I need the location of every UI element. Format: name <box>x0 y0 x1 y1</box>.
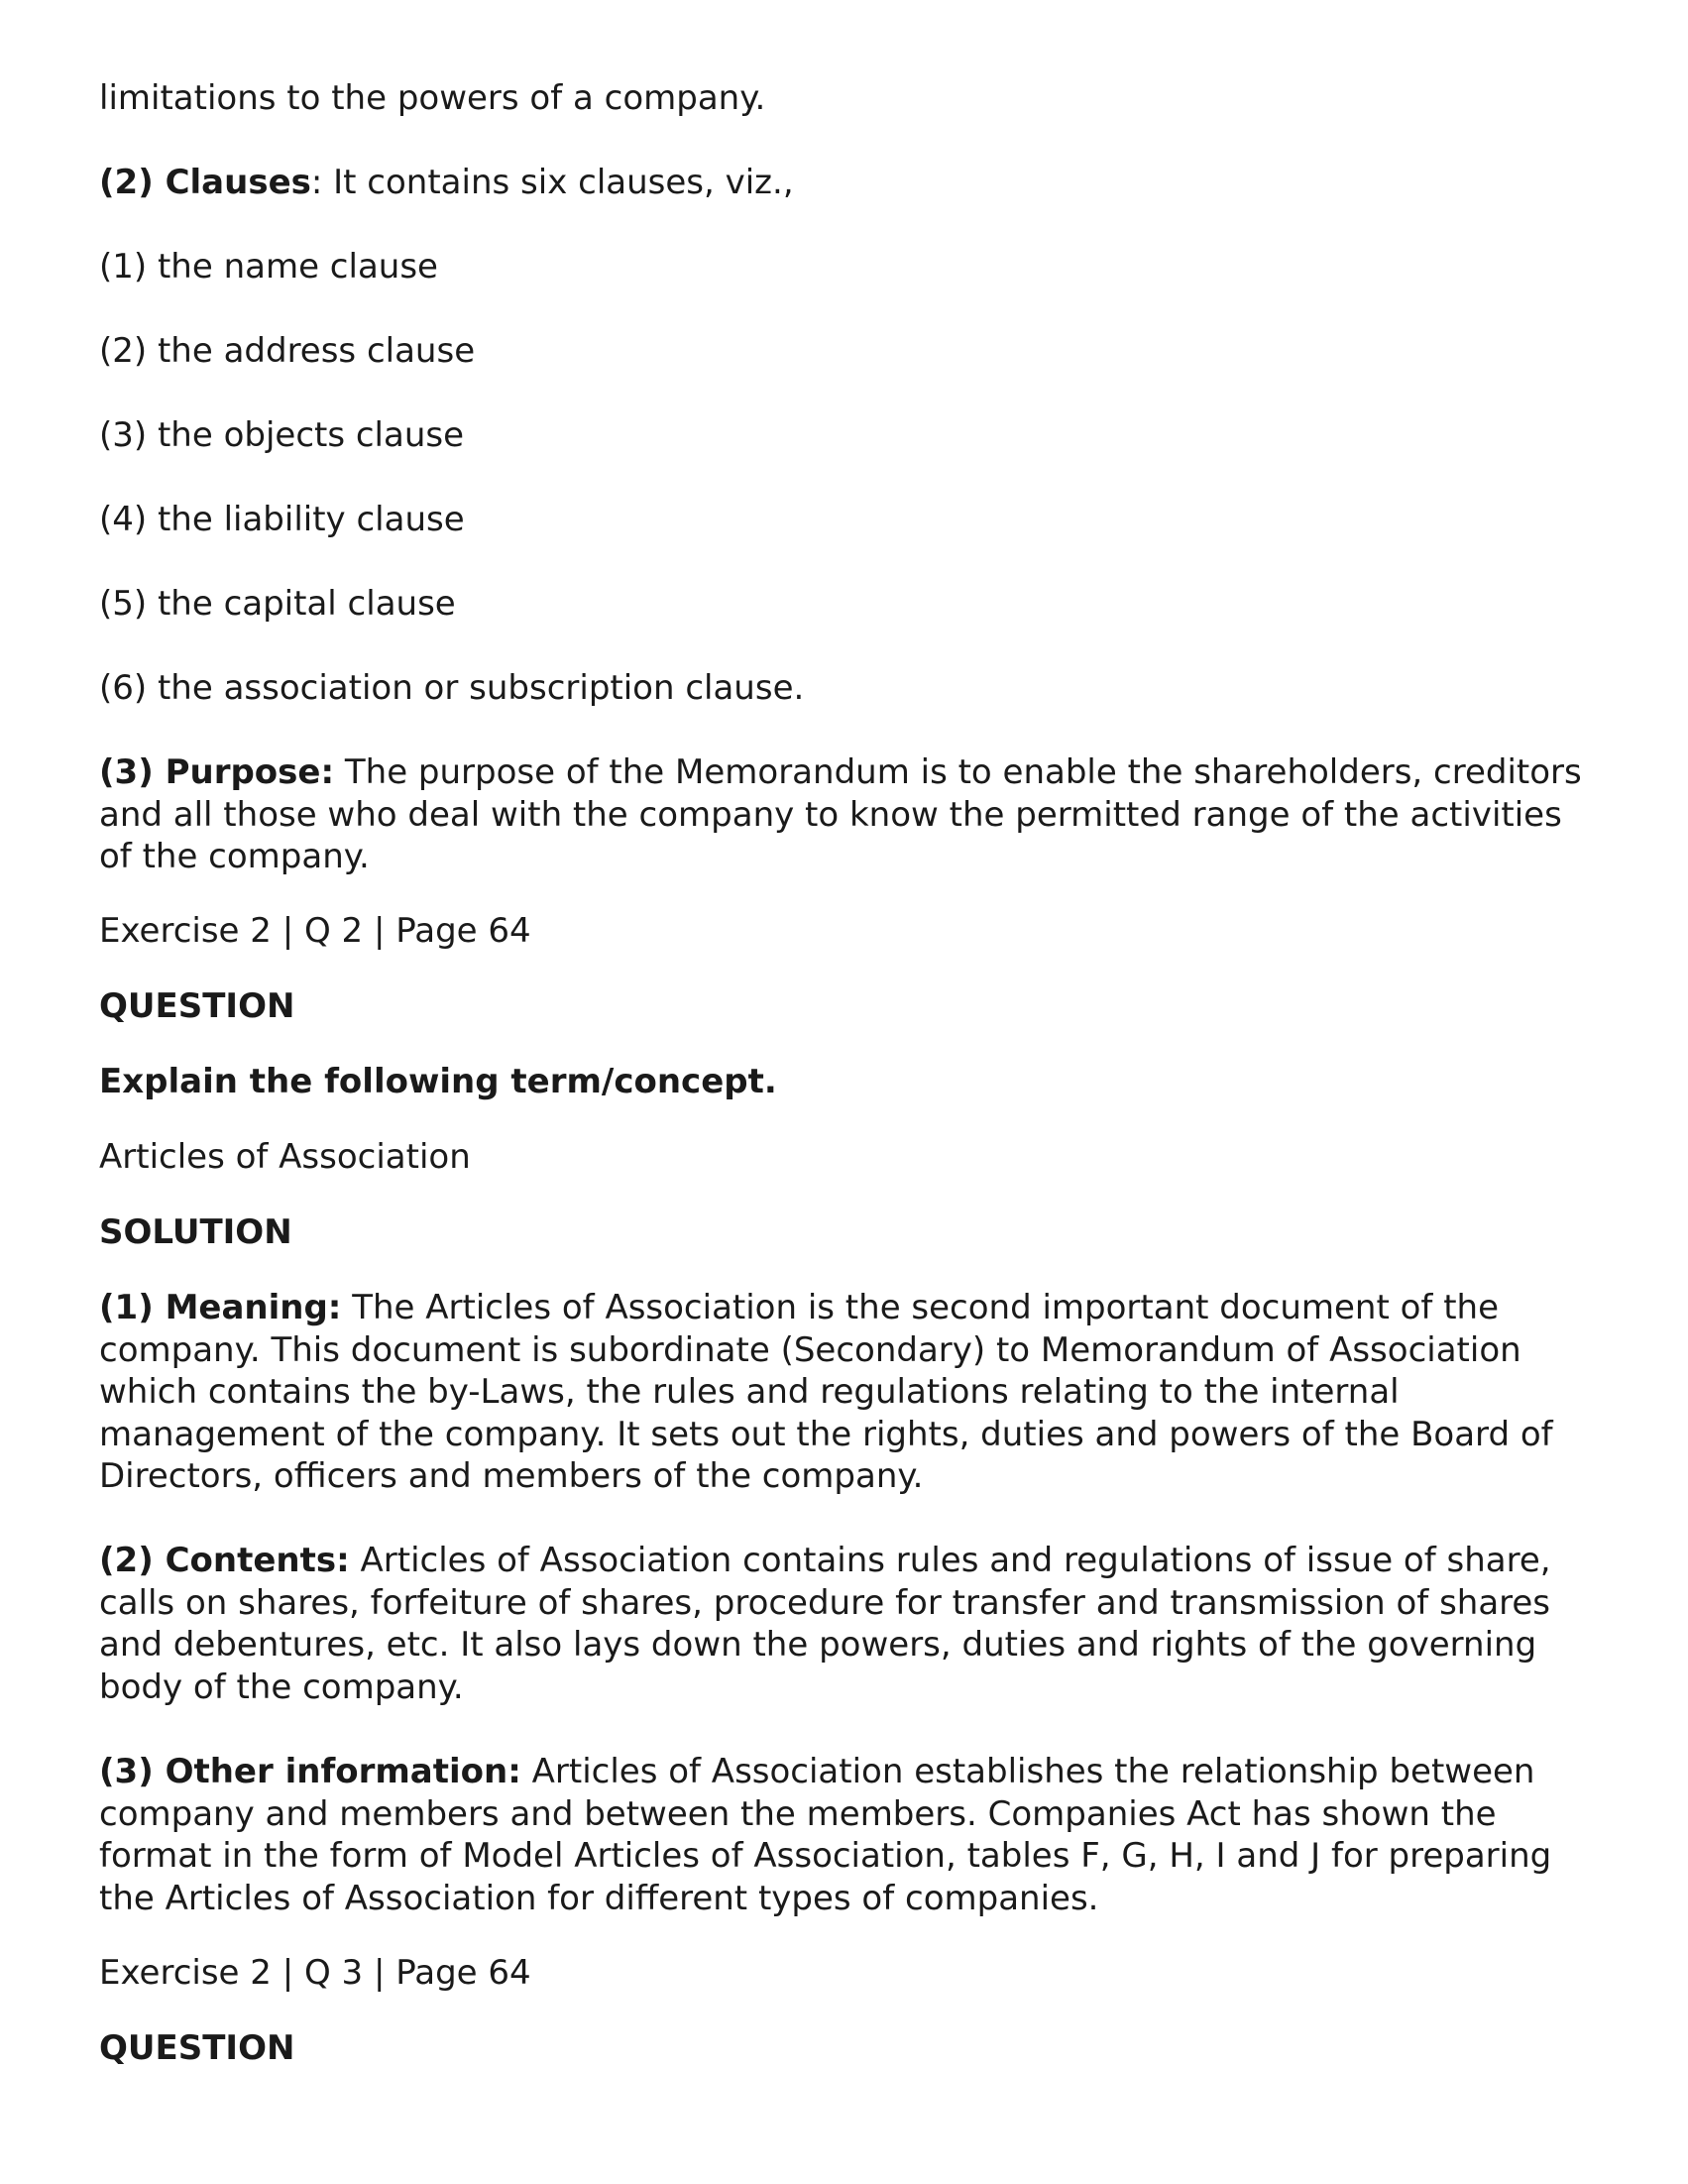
question-heading-q2: QUESTION <box>99 986 295 1026</box>
meaning-text: The Articles of Association is the second important document of the company. This document is subordinate (Secondary) to Memorandum of Association which contains the by-Laws, the rules and regulations relating to the internal management of the company. It sets out the rights, duties and powers of the Board of Directors, officers and members of the company. <box>99 1288 1553 1496</box>
clause-item-liability: (4) the liability clause <box>99 500 465 539</box>
clause-item-objects: (3) the objects clause <box>99 415 465 455</box>
clauses-text: : It contains six clauses, viz., <box>310 163 794 202</box>
purpose-paragraph <box>99 751 1596 878</box>
clause-item-association: (6) the association or subscription clause. <box>99 668 805 708</box>
purpose-text: The purpose of the Memorandum is to enable the shareholders, creditors and all those who deal with the company to know the permitted range of the activities of the company. <box>99 752 1582 876</box>
clause-item-name: (1) the name clause <box>99 247 438 287</box>
solution-heading: SOLUTION <box>99 1212 292 1252</box>
clause-item-address: (2) the address clause <box>99 331 476 371</box>
contents-text: Articles of Association contains rules and regulations of issue of share, calls on shares, forfeiture of shares, procedure for transfer and transmission of shares and debentures, etc. It also lays down the powers, duties and rights of the governing body of the company. <box>99 1541 1551 1707</box>
other-information-label: (3) Other information: <box>99 1752 521 1791</box>
exercise-reference-q3: Exercise 2 | Q 3 | Page 64 <box>99 1953 531 1993</box>
clauses-paragraph <box>99 162 1596 204</box>
other-information-paragraph <box>99 1751 1596 1919</box>
meaning-paragraph <box>99 1287 1596 1498</box>
contents-label: (2) Contents: <box>99 1541 350 1580</box>
clauses-label: (2) Clauses <box>99 163 311 202</box>
exercise-reference-q2: Exercise 2 | Q 2 | Page 64 <box>99 911 531 951</box>
meaning-label: (1) Meaning: <box>99 1288 342 1327</box>
question-instruction: Explain the following term/concept. <box>99 1062 777 1101</box>
intro-line: limitations to the powers of a company. <box>99 78 766 118</box>
contents-paragraph <box>99 1540 1596 1708</box>
question-heading-q3: QUESTION <box>99 2028 295 2068</box>
other-information-text: Articles of Association establishes the relationship between company and members and between the members. Companies Act has shown the format in the form of Model Articles of Association, tables F, G, H, I and J for preparing the Articles of Association for different types of companies. <box>99 1752 1552 1918</box>
question-term: Articles of Association <box>99 1137 471 1177</box>
clause-item-capital: (5) the capital clause <box>99 584 456 624</box>
purpose-label: (3) Purpose: <box>99 752 335 792</box>
